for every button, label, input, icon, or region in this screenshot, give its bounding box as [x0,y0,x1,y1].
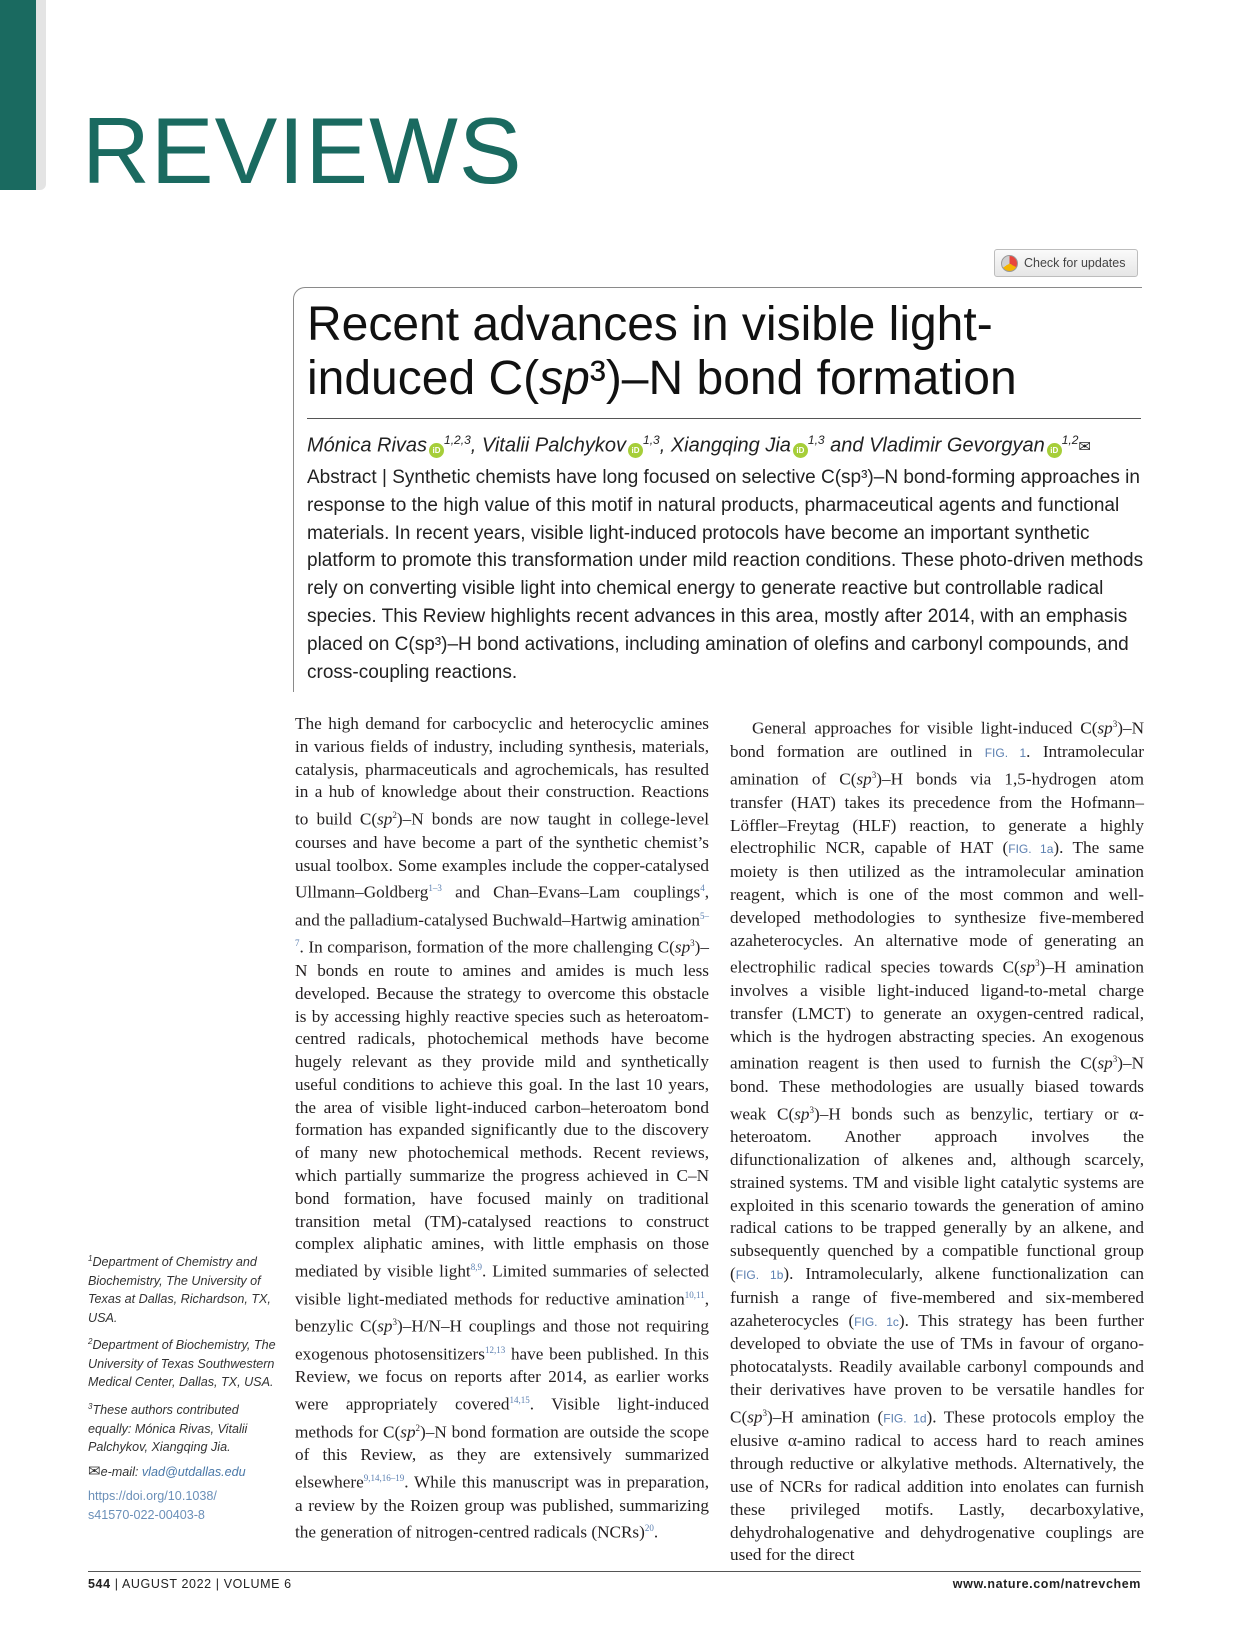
affiliation-2: $^2$Department of Biochemistry, The University of Texas Southwestern Medical Center, Dallas, TX, USA. [88,1337,276,1390]
author-list: Mónica Rivas iD$^{1,2,3}$, Vitalii Palchykov iD$^{1,3}$, Xiangqing Jia iD$^{1,3}$ and Vladimir Gevorgyan iD$^{1,2}$✉ [307,433,1091,457]
citation-link[interactable]: 12,13 [484,1344,506,1355]
journal-url[interactable]: www.nature.com/natrevchem [952,1577,1141,1591]
footer-page-info: 544 | AUGUST 2022 | VOLUME 6 [88,1577,292,1591]
abstract-frame [293,417,294,692]
body-paragraph: General approaches for visible light-induced $C(sp^3)-N$ bond formation are outlined in FIG. 1. Intramolecular amination of $C(sp^3)-H$ bonds via 1,5-hydrogen atom transfer (HAT) takes its precedence from the Hofmann–Löffler–Freytag (HLF) reaction, to generate a highly electrophilic NCR, capable of HAT (FIG. 1a). The same moiety is then utilized as the intramolecular amination reagent, which is one of the most common and well-developed methodologies to synthesize five-membered azaheterocycles. An alternative mode of generating an electrophilic radical species towards $C(sp^3)-H$ amination involves a visible light-induced ligand-to-metal charge transfer (LMCT) to generate an oxygen-centred radical, which is the hydrogen abstracting species. An exogenous amination reagent is then used to furnish the $C(sp^3)-N$ bond. These methodologies are usually biased towards weak $C(sp^3)-H$ bonds such as benzylic, tertiary or α-heteroatom. Another approach involves the difunctionalization of alkenes and, although scarcely, strained systems. TM and visible light catalytic systems are exploited in this scenario towards the generation of amino radical cations to be trapped generally by an alkene, and subsequently quenched by a compatible functional group (FIG. 1b). Intramolecularly, alkene functionalization can furnish a range of five-membered and six-membered azaheterocycles (FIG. 1c). This strategy has been further developed to obviate the use of TMs in favour of organo-photocatalysts. Readily available carbonyl compounds and their derivatives have proven to be versatile handles for $C(sp^3)-H$ amination (FIG. 1d). These protocols employ the elusive α-amino radical to access hard to reach amines through reductive or alkylative methods. Alternatively, the use of NCRs for radical addition into enolates can furnish these privileged motifs. Lastly, decarboxylative, dehydrohalogenative and dehydrogenative couplings are used for the direct [730,718,1145,1565]
body-column-left [295,713,709,1545]
crossmark-icon [1001,255,1018,272]
figure-link[interactable]: FIG. 1b [735,1268,784,1282]
abstract-text: Synthetic chemists have long focused on selective C(sp³)–N bond-forming approaches in response to the high value of this motif in natural products, pharmaceutical agents and functional materials. In recent years, visible light-induced protocols have become an important synthetic platform to promote this transformation under mild reaction conditions. These photo-driven methods rely on converting visible light into chemical energy to generate reactive but controllable radical species. This Review highlights recent advances in this area, mostly after 2014, with an emphasis placed on C(sp³)–H bond activations, including amination of olefins and carbonyl compounds, and cross-coupling reactions. [307,467,1144,683]
figure-link[interactable]: FIG. 1a [1008,842,1054,857]
figure-link[interactable]: FIG. 1 [984,745,1027,760]
page-number: 544 [88,1577,111,1591]
affiliations [88,1250,278,1530]
citation-link[interactable]: 8,9 [470,1262,482,1273]
footer-rule [88,1571,1141,1572]
correspondence: ✉e-mail: vlad@utdallas.edu [88,1462,246,1480]
author-name[interactable]: Vitalii Palchykov [481,434,627,457]
author-name[interactable]: Xiangqing Jia [670,434,791,457]
equal-contribution-note: $^3$These authors contributed equally: Mónica Rivas, Vitalii Palchykov, Xiangqing Jia. [88,1401,248,1455]
article-title: Recent advances in visible light- induced C(sp³)–N bond formation [307,298,1017,405]
section-label: REVIEWS [82,98,523,203]
doi-link[interactable]: https://doi.org/10.1038/ s41570-022-00403-8 [88,1489,217,1522]
orcid-icon[interactable]: iD [628,443,643,458]
section-color-bar [0,0,36,190]
citation-link[interactable]: 10,11 [684,1289,705,1300]
title-rule [307,418,1141,419]
orcid-icon[interactable]: iD [1047,443,1062,458]
citation-link[interactable]: 9,14,16–19 [363,1473,405,1484]
orcid-icon[interactable]: iD [793,443,808,458]
citation-link[interactable]: 14,15 [509,1395,530,1406]
author-name[interactable]: Mónica Rivas [307,434,428,457]
section-color-bar-shadow [36,0,46,190]
check-for-updates-label: Check for updates [1024,256,1126,270]
body-column-right [730,713,1144,1567]
check-for-updates-button[interactable] [994,249,1138,277]
abstract: Abstract | Synthetic chemists have long focused on selective C(sp³)–N bond-forming approaches in response to the high value of this motif in natural products, pharmaceutical agents and functional materials. In recent years, visible light-induced protocols have become an important synthetic platform to promote this transformation under mild reaction conditions. These photo-driven methods rely on converting visible light into chemical energy to generate reactive but controllable radical species. This Review highlights recent advances in this area, mostly after 2014, with an emphasis placed on C(sp³)–H bond activations, including amination of olefins and carbonyl compounds, and cross-coupling reactions. [307,467,1144,683]
affiliation-1: $^1$Department of Chemistry and Biochemistry, The University of Texas at Dallas, Richardson, TX, USA. [88,1254,271,1325]
citation-link[interactable]: 5–7 [295,910,709,949]
figure-link[interactable]: FIG. 1d [883,1411,927,1426]
mail-icon: ✉ [88,1462,101,1480]
mail-icon[interactable]: ✉ [1078,438,1091,456]
body-paragraph: The high demand for carbocyclic and heterocyclic amines in various fields of industry, including synthesis, materials, catalysis, pharmaceuticals and agrochemicals, has resulted in a hub of knowledge about their construction. Reactions to build $C(sp^2)-N$ bonds are now taught in college-level courses and have become a part of the synthetic chemist’s usual toolbox. Some examples include the copper-catalysed Ullmann–Goldberg$^{1-3}$ and Chan–Evans–Lam couplings$^4$, and the palladium-catalysed Buchwald–Hartwig amination$^{5-7}$. In comparison, formation of the more challenging $C(sp^3)-N$ bonds en route to amines and amides is much less developed. Because the strategy to overcome this obstacle is by accessing highly reactive species such as heteroatom-centred radicals, photochemical methods have become hugely relevant as they provide mild and synthetically useful conditions to achieve this goal. In the last 10 years, the area of visible light-induced carbon–heteroatom bond formation has expanded significantly due to the discovery of many new photochemical methods. Recent reviews, which partially summarize the progress achieved in C–N bond formation, have focused mainly on traditional transition metal (TM)-catalysed reactions to construct complex aliphatic amines, with little emphasis on those mediated by visible light$^{8,9}$. Limited summaries of selected visible light-mediated methods for reductive amination$^{10,11}$, benzylic $C(sp^3)-H/N-H$ couplings and those not requiring exogenous photosensitizers$^{12,13}$ have been published. In this Review, we focus on reports after 2014, as earlier works were appropriately covered$^{14,15}$. Visible light-induced methods for $C(sp^2)-N$ bond formation are outside the scope of this Review, as they are extensively summarized elsewhere$^{9,14,16-19}$. While this manuscript was in preparation, a review by the Roizen group was published, summarizing the generation of nitrogen-centred radicals (NCRs)$^{20}$. [295,714,710,1543]
citation-link[interactable]: 20 [644,1523,654,1534]
figure-link[interactable]: FIG. 1c [854,1314,899,1329]
email-link[interactable]: vlad@utdallas.edu [141,1464,246,1479]
author-name[interactable]: Vladimir Gevorgyan [869,434,1045,457]
citation-link[interactable]: 1–3 [428,883,442,894]
abstract-label: Abstract [307,467,377,488]
citation-link[interactable]: 4 [700,883,705,894]
orcid-icon[interactable]: iD [429,443,444,458]
